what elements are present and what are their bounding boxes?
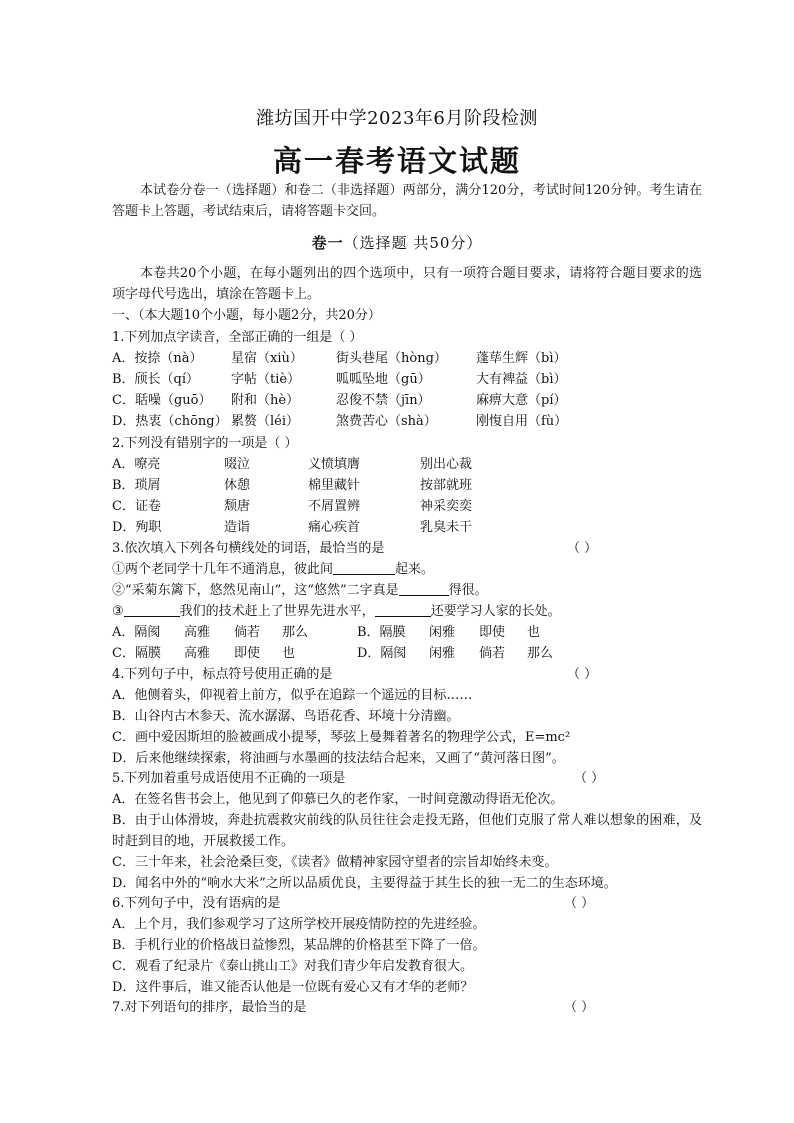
option-line: A．上个月，我们参观学习了这所学校开展疫情防控的先进经验。 (112, 917, 486, 932)
option-cell: 高雅 (184, 646, 211, 661)
option-cell: 也 (527, 625, 541, 640)
option-cell: 那么 (527, 646, 554, 661)
option-cell: 忍俊不禁（jīn） (336, 393, 431, 408)
question-1-option-row (112, 348, 712, 369)
option-line: B．由于山体滑坡，奔赴抗震救灾前线的队员往往会走投无路，但他们克服了常人难以想象的困难，及时赶到目的地，开展救援工作。 (112, 813, 702, 849)
question-3-stem-line (112, 538, 712, 559)
option-cell: A．嘹亮 (112, 457, 161, 472)
answer-paren: （ ） (574, 771, 605, 786)
answer-paren: （ ） (567, 667, 598, 682)
option-cell: 造诣 (224, 520, 251, 535)
option-cell: 乳臭未干 (420, 520, 473, 535)
option-line: C．三十年来，社会沧桑巨变，《读者》做精神家园守望者的宗旨却始终未变。 (112, 855, 558, 870)
option-cell: 颓唐 (224, 499, 251, 514)
option-cell: 星宿（xiù） (231, 351, 303, 366)
option-cell: 煞费苦心（shà） (336, 414, 437, 429)
option-cell: A．隔阂 (112, 625, 161, 640)
sentence-text: 起来。 (395, 562, 435, 577)
exam-title: 高一春考语文试题 (272, 144, 521, 178)
option-cell: D．殉职 (112, 520, 162, 535)
option-cell: 字帖（tiè） (231, 372, 301, 387)
question-1-stem: 1.下列加点字读音，全部正确的一组是（ ） (112, 330, 363, 345)
fill-blank (124, 602, 180, 617)
fill-blank (375, 602, 431, 617)
option-cell: 义愤填膺 (308, 457, 361, 472)
section-heading-sub: （选择题 共50分） (343, 234, 483, 252)
question-4-stem-line (112, 664, 712, 685)
question-3-sentence-2 (112, 580, 712, 601)
question-2-stem: 2.下列没有错别字的一项是（ ） (112, 436, 298, 451)
option-cell: A．按捺（nà） (112, 351, 203, 366)
option-cell: 闲雅 (429, 625, 456, 640)
question-1-option-row (112, 390, 712, 411)
option-cell: D．热衷（chōng） (112, 414, 228, 429)
option-cell: 即使 (234, 646, 261, 661)
sentence-text: ①两个老同学十几年不通消息，彼此间 (112, 562, 334, 577)
option-cell: 啜泣 (224, 457, 251, 472)
option-cell: 那么 (282, 625, 309, 640)
question-6-stem-line (112, 893, 712, 914)
sentence-text: 得很。 (448, 583, 488, 598)
question-7-stem-line (112, 997, 712, 1018)
option-cell: 即使 (479, 625, 506, 640)
question-7-stem: 7.对下列语句的排序，最恰当的是 (112, 1000, 307, 1015)
option-cell: 大有裨益（bì） (476, 372, 567, 387)
question-1-option-row (112, 369, 712, 390)
question-2-option-row (112, 475, 712, 496)
question-3-sentence-1 (112, 559, 712, 580)
option-cell: C．隔膜 (112, 646, 161, 661)
option-line: C．观看了纪录片《泰山挑山工》对我们青少年启发教育很大。 (112, 959, 473, 974)
question-2-option-row (112, 496, 712, 517)
question-3-sentence-3 (112, 601, 712, 622)
option-cell: B．琐屑 (112, 478, 161, 493)
answer-paren: （ ） (567, 541, 598, 556)
question-4-stem: 4.下列句子中，标点符号使用正确的是 (112, 667, 333, 682)
option-cell: 街头巷尾（hòng） (336, 351, 447, 366)
exam-instructions: 本试卷分卷一（选择题）和卷二（非选择题）两部分，满分120分，考试时间120分钟。考生请在答题卡上答题，考试结束后，请将答题卡交回。 (112, 183, 702, 219)
option-line: A．他侧着头，仰视着上前方，似乎在追踪一个遥远的目标…… (112, 688, 473, 703)
question-2-option-row (112, 454, 712, 475)
option-line: C．画中爱因斯坦的脸被画成小提琴，琴弦上曼舞着著名的物理学公式，E=mc² (112, 730, 571, 745)
option-line: D．这件事后，谁又能否认他是一位既有爱心又有才华的老师？ (112, 980, 474, 995)
question-5-stem: 5.下列加着重号成语使用不正确的一项是 (112, 771, 346, 786)
option-cell: 刚愎自用（fù） (476, 414, 568, 429)
option-cell: B．颀长（qí） (112, 372, 200, 387)
option-cell: 麻痹大意（pí） (476, 393, 567, 408)
answer-paren: （ ） (564, 1000, 595, 1015)
option-cell: 按部就班 (420, 478, 473, 493)
sentence-text: ③ (112, 604, 124, 619)
question-3-option-row (112, 622, 712, 643)
section-heading-main: 卷一 (311, 234, 344, 252)
question-3-option-row (112, 643, 712, 664)
fill-blank (333, 560, 395, 575)
option-cell: 神采奕奕 (420, 499, 473, 514)
option-cell: C．聒噪（guō） (112, 393, 212, 408)
sentence-text: 我们的技术赶上了世界先进水平， (179, 604, 375, 619)
question-2-option-row (112, 517, 712, 538)
section-instruction: 本卷共20个小题，在每小题列出的四个选项中，只有一项符合题目要求，请将符合题目要求的选项字母代号选出，填涂在答题卡上。 (112, 266, 702, 302)
option-cell: 倘若 (234, 625, 261, 640)
option-cell: 呱呱坠地（gū） (336, 372, 431, 387)
option-line: A．在签名售书会上，他见到了仰慕已久的老作家，一时间竟激动得语无伦次。 (112, 792, 564, 807)
option-line: B．山谷内古木参天、流水潺潺、鸟语花香、环境十分清幽。 (112, 709, 460, 724)
part-heading: 一、（本大题10个小题，每小题2分，共20分） (112, 308, 381, 323)
answer-paren: （ ） (564, 896, 595, 911)
fill-blank (399, 581, 449, 596)
option-cell: 附和（hè） (231, 393, 300, 408)
option-cell: C．证卷 (112, 499, 161, 514)
option-cell: 不屑置辨 (308, 499, 361, 514)
option-cell: 痛心疾首 (308, 520, 361, 535)
option-cell: 休憩 (224, 478, 251, 493)
option-cell: 别出心裁 (420, 457, 473, 472)
option-cell: B．隔膜 (357, 625, 406, 640)
question-1-option-row (112, 411, 712, 432)
question-3-stem: 3.依次填入下列各句横线处的词语，最恰当的是 (112, 541, 385, 556)
option-line: D．闻名中外的“响水大米”之所以品质优良，主要得益于其生长的独一无二的生态环境。 (112, 876, 617, 891)
option-cell: 也 (282, 646, 296, 661)
option-cell: 闲雅 (429, 646, 456, 661)
option-line: B．手机行业的价格战日益惨烈，某品牌的价格甚至下降了一倍。 (112, 938, 486, 953)
option-cell: 蓬荜生辉（bì） (476, 351, 567, 366)
sentence-text: 还要学习人家的长处。 (430, 604, 561, 619)
option-cell: 倘若 (479, 646, 506, 661)
option-line: D．后来他继续探索，将油画与水墨画的技法结合起来，又画了“黄河落日图”。 (112, 751, 565, 766)
option-cell: 累赘（léi） (231, 414, 300, 429)
option-cell: 高雅 (184, 625, 211, 640)
option-cell: D．隔阂 (357, 646, 407, 661)
section-heading (0, 232, 794, 253)
question-5-stem-line (112, 768, 712, 789)
school-header: 潍坊国开中学2023年6月阶段检测 (256, 108, 538, 129)
question-6-stem: 6.下列句子中，没有语病的是 (112, 896, 281, 911)
option-cell: 棉里藏针 (308, 478, 361, 493)
sentence-text: ②“采菊东篱下，悠然见南山”，这“悠然”二字真是 (112, 583, 399, 598)
